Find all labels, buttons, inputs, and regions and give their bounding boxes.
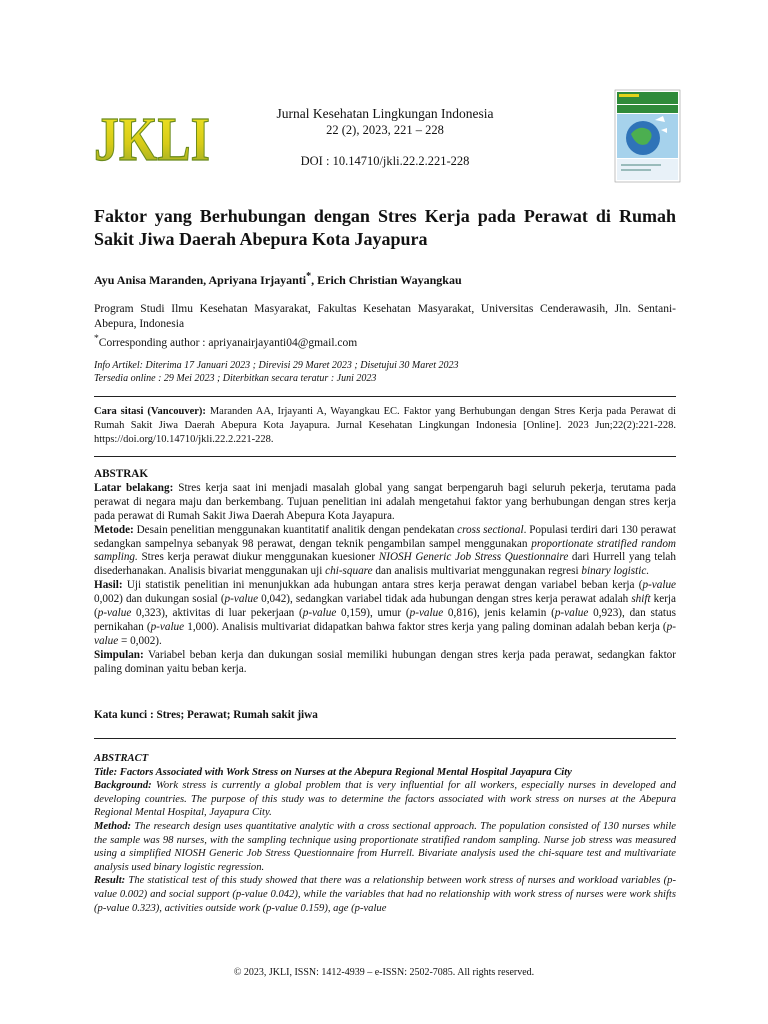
journal-doi: DOI : 10.14710/jkli.22.2.221-228 [300, 154, 470, 168]
affiliation: Program Studi Ilmu Kesehatan Masyarakat, Fakultas Kesehatan Masyarakat, Universitas Cenderawasih, Jln. Sentani-Abepura, Indonesia [94, 303, 676, 330]
journal-cover-icon [615, 90, 680, 182]
corresponding-mark: * [306, 271, 312, 282]
svg-text:JKLI: JKLI [94, 106, 210, 174]
abstract-background [94, 779, 676, 820]
abstract-heading: ABSTRACT [94, 753, 149, 764]
keywords: Kata kunci : Stres; Perawat; Rumah sakit jiwa [94, 709, 318, 721]
hasil-text: 0,042), sedangkan variabel tidak ada hubungan dengan stres kerja perawat adalah [258, 593, 632, 606]
shift-term: shift [631, 593, 651, 606]
simpulan-text: Variabel beban kerja dan dukungan sosial memiliki hubungan dengan stres kerja pada perawat, sedangkan faktor paling dominan yaitu beban kerja. [94, 648, 676, 675]
method-label: Method: [94, 820, 132, 832]
hasil-text: 0,923), dan status pernikahan ( [94, 607, 676, 633]
metode-term: NIOSH Generic Job Stress Questionnaire [378, 551, 569, 564]
divider [94, 396, 676, 397]
result-text: The statistical test of this study showed that there was a relationship between work stress of nurses and workload variables (p-value 0.002) and social support (p-value 0.042), while the variables that had no relationship with work stress of nurses were work shifts (p-value 0.323), activities outside work (p-value 0.159), age (p-value [94, 875, 676, 914]
article-title: Faktor yang Berhubungan dengan Stres Kerja pada Perawat di Rumah Sakit Jiwa Daerah Abepura Kota Jayapura [94, 206, 676, 249]
divider [94, 738, 676, 739]
background-label: Background: [94, 780, 152, 792]
hasil-text: kerja ( [94, 593, 676, 620]
metode-term: binary logistic. [581, 565, 650, 578]
hasil-text: 0,159), umur ( [336, 607, 410, 620]
copyright-footer: © 2023, JKLI, ISSN: 1412-4939 – e-ISSN: 2502-7085. All rights reserved. [233, 967, 535, 978]
hasil-text: 0,323), aktivitas di luar pekerjaan ( [131, 607, 303, 620]
authors-text-2: , Erich Christian Wayangkau [311, 273, 462, 287]
abstract-section [94, 752, 676, 915]
metode-term: chi-square [325, 565, 373, 578]
article-info [94, 359, 676, 385]
hasil-text: 0,002) dan dukungan sosial ( [94, 593, 225, 606]
journal-cover [615, 90, 680, 182]
p-value-term: p-value [554, 607, 589, 620]
article-info-online: Tersedia online : 29 Mei 2023 ; Diterbitkan secara teratur : Juni 2023 [94, 373, 377, 384]
abstrak-metode [94, 524, 676, 580]
citation-label: Cara sitasi (Vancouver): [94, 406, 206, 417]
latar-label: Latar belakang: [94, 481, 174, 494]
simpulan-label: Simpulan: [94, 648, 144, 661]
authors-text: Ayu Anisa Maranden, Apriyana Irjayanti [94, 273, 307, 287]
metode-term: cross sectional [457, 523, 524, 536]
hasil-label: Hasil: [94, 579, 123, 592]
jkli-logo-icon [92, 106, 214, 174]
abstrak-latar [94, 482, 676, 524]
abstract-method [94, 820, 676, 874]
latar-text: Stres kerja saat ini menjadi masalah global yang sangat berpengaruh bagi seluruh pekerja, terutama pada perawat di negara maju dan berkembang. Tujuan penelitian ini adalah mengetahui faktor yang berhubungan dengan stres kerja pada perawat di Rumah Sakit Jiwa Daerah Abepura Kota Jayapura. [94, 481, 677, 522]
p-value-term: p-value [97, 607, 132, 620]
hasil-text: 0,816), jenis kelamin ( [443, 607, 555, 620]
abstrak-hasil [94, 579, 676, 649]
method-text: The research design uses quantitative analytic with a cross sectional approach. The population consisted of 130 nurses while the sample was 98 nurses, with the sampling technique using proportionate stratified random sampling. Nurse job stress was measured using a simplified NIOSH Generic Job Stress Questionnaire from Hurrell. Bivariate analysis used the chi-square test and multivariate analysis used binary logistic regression. [94, 820, 676, 873]
abstract-result [94, 874, 676, 915]
article-info-dates: Info Artikel: Diterima 17 Januari 2023 ; Direvisi 29 Maret 2023 ; Disetujui 30 Maret 2023 [94, 360, 459, 371]
p-value-term: p-value [150, 620, 185, 633]
journal-name: Jurnal Kesehatan Lingkungan Indonesia [276, 106, 494, 121]
metode-text: dan analisis multivariat menggunakan regresi [372, 565, 582, 578]
p-value-term: p-value [94, 620, 676, 647]
citation [94, 405, 676, 447]
corresponding-mark-2: * [94, 333, 99, 344]
hasil-text: = 0,002). [118, 634, 162, 647]
p-value-term: p-value [302, 607, 337, 620]
hasil-text: 1,000). Analisis multivariat didapatkan bahwa faktor stres kerja yang paling dominan adalah beban kerja ( [184, 620, 667, 633]
metode-text: . Populasi terdiri dari 130 perawat sedangkan sampelnya sebanyak 98 perawat, dengan teknik pengambilan sampel menggunakan [94, 523, 676, 550]
p-value-term: p-value [642, 579, 676, 592]
metode-text: dari Hurrell yang telah disederhanakan. Analisis bivariat menggunakan uji [94, 551, 676, 578]
hasil-text: Uji statistik penelitian ini menunjukkan ada hubungan antara stres kerja perawat dengan variabel beban kerja ( [122, 579, 643, 592]
result-label: Result: [94, 875, 126, 887]
metode-text: Stres kerja perawat diukur menggunakan kuesioner [137, 551, 379, 564]
abstrak-section [94, 468, 676, 677]
corresponding-author [94, 331, 676, 351]
journal-logo [92, 106, 214, 174]
divider [94, 456, 676, 457]
abstrak-simpulan [94, 649, 676, 677]
abstract-title: Title: Factors Associated with Work Stress on Nurses at the Abepura Regional Mental Hospital Jayapura City [94, 766, 572, 778]
metode-label: Metode: [94, 523, 134, 536]
journal-volume: 22 (2), 2023, 221 – 228 [326, 123, 444, 137]
article-authors [94, 271, 676, 288]
p-value-term: p-value [224, 593, 259, 606]
metode-term: proportionate stratified random sampling. [94, 537, 676, 564]
p-value-term: p-value [409, 607, 444, 620]
corresponding-email: Corresponding author : apriyanairjayanti04@gmail.com [98, 336, 358, 349]
citation-text: Maranden AA, Irjayanti A, Wayangkau EC. Faktor yang Berhubungan dengan Stres Kerja pada Perawat di Rumah Sakit Jiwa Daerah Abepura Kota Jayapura. Jurnal Kesehatan Lingkungan Indonesia [Online]. 2023 Jun;22(2):221-228. https://doi.org/10.14710/jkli.22.2.221-228. [94, 406, 676, 445]
abstrak-heading: ABSTRAK [94, 468, 149, 480]
metode-text: Desain penelitian menggunakan kuantitatif analitik dengan pendekatan [133, 523, 458, 536]
background-text: Work stress is currently a global problem that is very influential for all workers, especially nurses in developed and developing countries. The purpose of this study was to determine the factors associated with work stress on nurses at the Abepura Regional Mental Hospital, Jayapura City. [94, 780, 676, 819]
